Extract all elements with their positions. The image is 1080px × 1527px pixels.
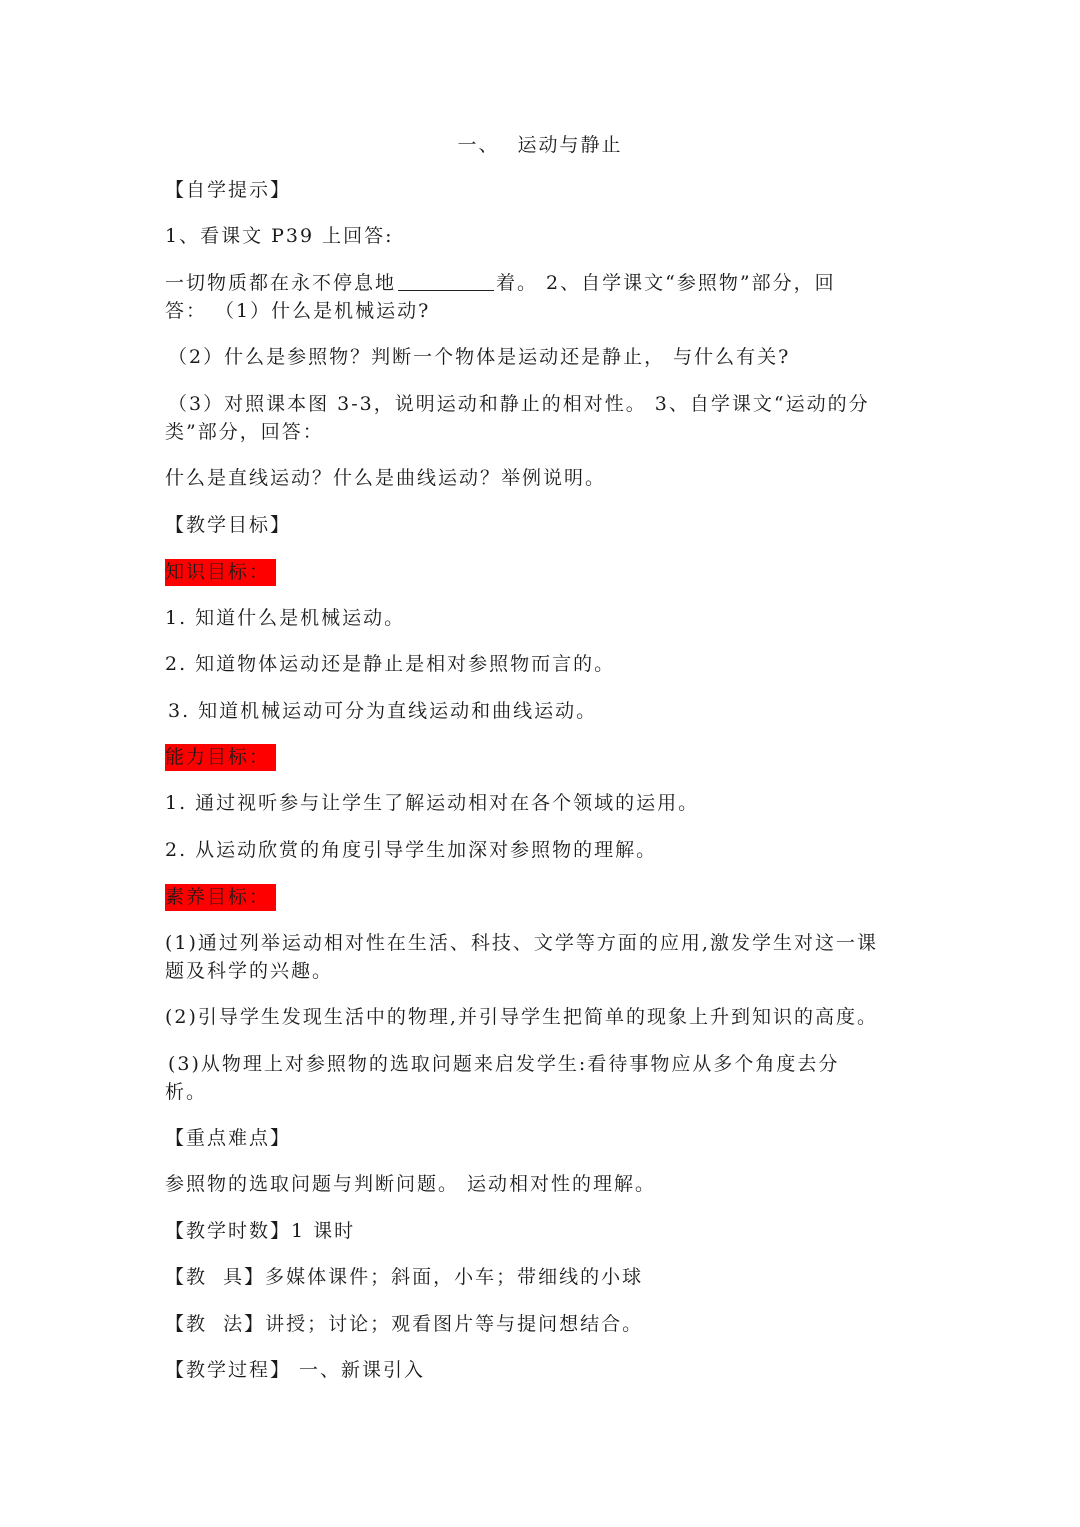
teaching-hours <box>165 1217 910 1246</box>
knowledge-goal-label: 知识目标： <box>165 559 276 586</box>
teaching-tools-value: 多媒体课件；斜面，小车；带细线的小球 <box>265 1266 644 1288</box>
zixue-question-3: （3）对照课本图 3-3，说明运动和静止的相对性。 3、自学课文“运动的分 <box>168 393 870 415</box>
page-title <box>0 130 1080 157</box>
ability-goal-item: 1. 通过视听参与让学生了解运动相对在各个领域的运用。 <box>165 792 700 814</box>
quality-goal-item: (2)引导学生发现生活中的物理,并引导学生把简单的现象上升到知识的高度。 <box>165 1006 878 1028</box>
teaching-process <box>165 1356 910 1385</box>
fill-text-before: 一切物质都在永不停息地 <box>165 272 397 294</box>
teaching-process-value: 一、新课引入 <box>291 1359 426 1381</box>
teaching-tools <box>165 1263 910 1292</box>
teaching-methods-label: 【教 法】 <box>165 1313 266 1335</box>
ability-goal-label-row <box>165 743 910 772</box>
teaching-hours-value: 1 课时 <box>291 1220 356 1242</box>
quality-goal-label: 素养目标： <box>165 884 276 911</box>
teaching-tools-label: 【教 具】 <box>165 1266 266 1288</box>
knowledge-goal-item: 3. 知道机械运动可分为直线运动和曲线运动。 <box>168 700 598 722</box>
teaching-process-label: 【教学过程】 <box>165 1359 292 1381</box>
zixue-question-3-cont: 类”部分，回答： <box>165 421 324 443</box>
zixue-question-4: 什么是直线运动？什么是曲线运动？举例说明。 <box>165 467 607 489</box>
quality-goal-item-cont: 析。 <box>165 1081 208 1103</box>
quality-goal-item: (3)从物理上对参照物的选取问题来启发学生:看待事物应从多个角度去分 <box>168 1053 840 1075</box>
zixue-paragraph-1 <box>165 269 910 298</box>
teaching-hours-label: 【教学时数】 <box>165 1220 292 1242</box>
fill-in-blank <box>398 270 494 291</box>
keypoints-text: 参照物的选取问题与判断问题。 运动相对性的理解。 <box>165 1173 657 1195</box>
zixue-paragraph-1-cont: 答： （1）什么是机械运动? <box>165 300 431 322</box>
zixue-question-2: （2）什么是参照物？判断一个物体是运动还是静止， 与什么有关? <box>168 346 791 368</box>
zixue-heading: 【自学提示】 <box>165 179 292 201</box>
knowledge-goal-item: 1. 知道什么是机械运动。 <box>165 607 406 629</box>
zixue-question-1: 1、看课文 P39 上回答: <box>165 225 394 247</box>
quality-goal-item-cont: 题及科学的兴趣。 <box>165 960 334 982</box>
teaching-methods <box>165 1310 910 1339</box>
title-number: 一、 <box>457 134 500 156</box>
knowledge-goal-item: 2. 知道物体运动还是静止是相对参照物而言的。 <box>165 653 616 675</box>
quality-goal-label-row <box>165 883 910 912</box>
goals-heading: 【教学目标】 <box>165 514 292 536</box>
quality-goal-item: (1)通过列举运动相对性在生活、科技、文学等方面的应用,激发学生对这一课 <box>165 932 878 954</box>
ability-goal-item: 2. 从运动欣赏的角度引导学生加深对参照物的理解。 <box>165 839 658 861</box>
teaching-methods-value: 讲授；讨论；观看图片等与提问想结合。 <box>265 1313 644 1335</box>
fill-text-after: 着。 2、自学课文“参照物”部分，回 <box>496 272 836 294</box>
knowledge-goal-label-row <box>165 558 910 587</box>
title-text: 运动与静止 <box>517 134 623 156</box>
ability-goal-label: 能力目标： <box>165 744 276 771</box>
keypoints-heading: 【重点难点】 <box>165 1127 292 1149</box>
